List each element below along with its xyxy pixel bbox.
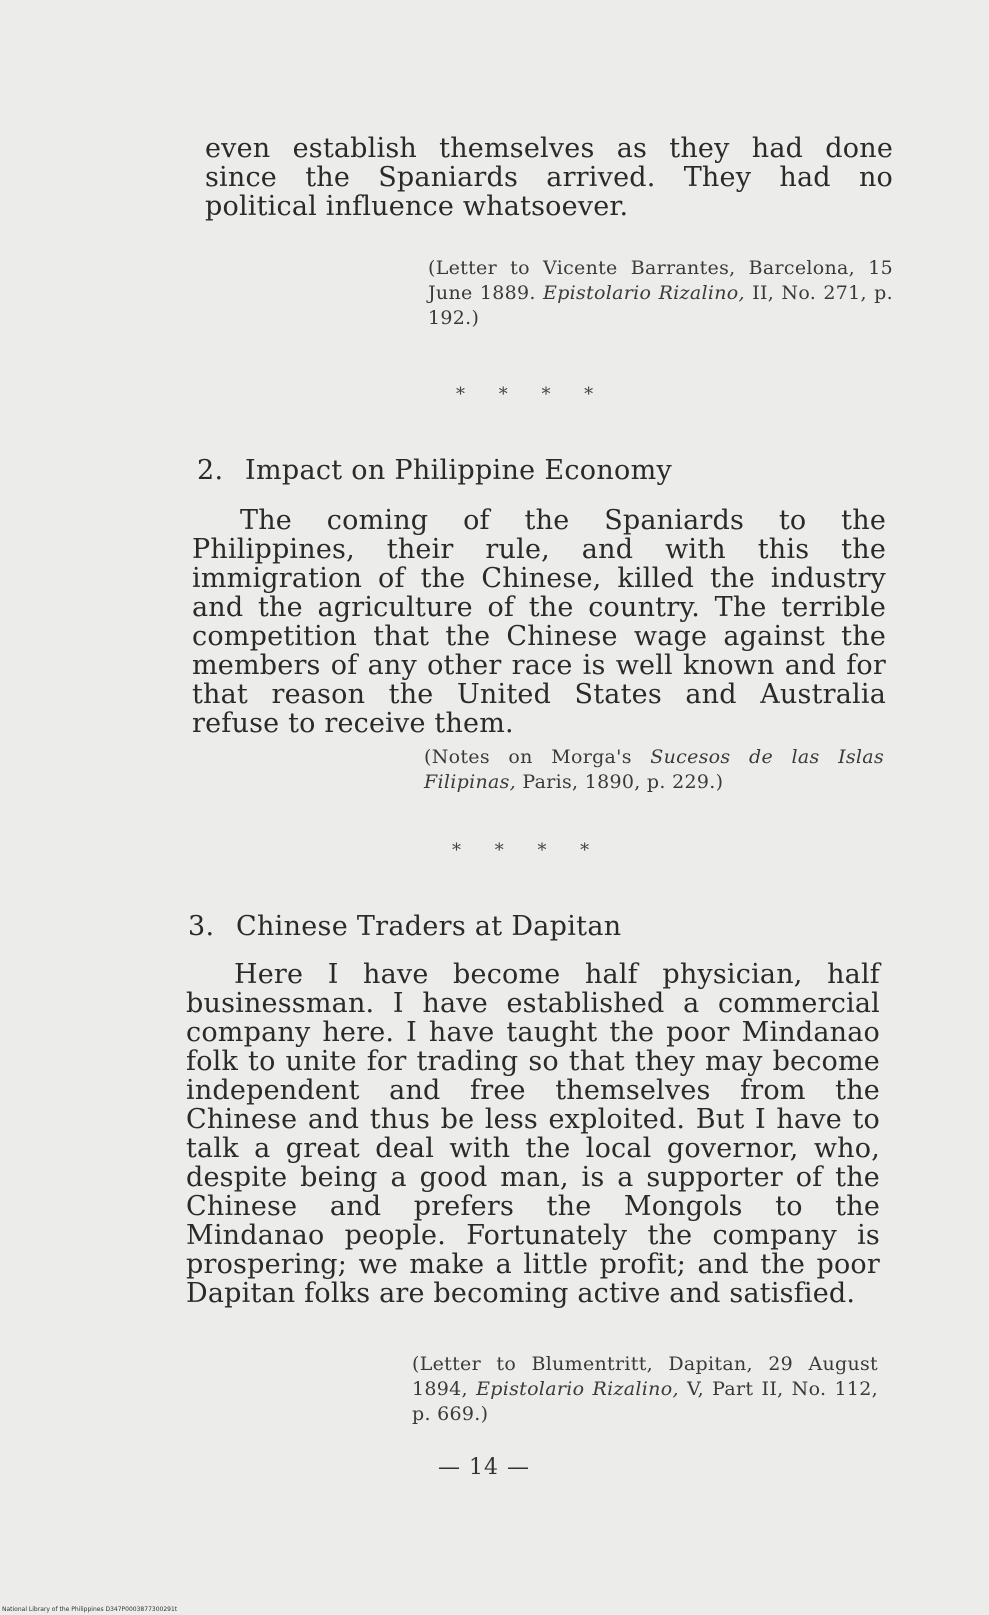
section-separator: * * * * (456, 384, 608, 405)
section-title: Chinese Traders at Dapitan (236, 911, 622, 942)
opening-paragraph: even establish themselves as they had done since the Spaniards arrived. They had no political influence whatsoever. (205, 133, 893, 222)
page-number: — 14 — (438, 1455, 530, 1480)
section-heading (188, 912, 621, 942)
citation-text: (Letter to Vicente Barrantes, Barcelona, 15 June 1889. (428, 257, 893, 304)
archive-footer: National Library of the Philippines D347P0003877300291t (2, 1606, 178, 1613)
section-number: 3. (188, 911, 215, 942)
section-citation (412, 1352, 878, 1427)
citation-text: II, No. 271, p. 192.) (428, 282, 893, 329)
citation-text: (Notes on Morga's (424, 746, 651, 768)
citation-title: Epistolario Rizalino, (543, 282, 745, 304)
citation-title: Epistolario Rizalino, (476, 1378, 679, 1400)
citation-title: Sucesos de las Islas Filipinas, (424, 746, 884, 793)
section-paragraph: Here I have become half physician, half businessman. I have established a commercial company here. I have taught the poor Mindanao folk to unite for trading so that they may become independent and free themselves from the Chinese and thus be less exploited. But I have to talk a great deal with the local governor, who, despite being a good man, is a supporter of the Chinese and prefers the Mongols to the Mindanao people. Fortunately the company is prospering; we make a little profit; and the poor Dapitan folks are becoming active and satisfied. (186, 959, 880, 1309)
section-separator: * * * * (452, 840, 604, 861)
citation-text: Paris, 1890, p. 229.) (516, 771, 724, 793)
citation-text: V, Part II, No. 112, p. 669.) (412, 1378, 878, 1425)
opening-citation (428, 256, 893, 331)
section-title: Impact on Philippine Economy (245, 455, 673, 486)
section-paragraph: The coming of the Spaniards to the Philippines, their rule, and with this the immigration of the Chinese, killed the industry and the agriculture of the country. The terrible competition that the Chinese wage against the members of any other race is well known and for that reason the United States and Australia refuse to receive them. (192, 505, 886, 739)
section-number: 2. (197, 455, 224, 486)
section-citation (424, 745, 884, 795)
section-heading (197, 456, 672, 486)
citation-text: (Letter to Blumentritt, Dapitan, 29 August 1894, (412, 1353, 878, 1400)
